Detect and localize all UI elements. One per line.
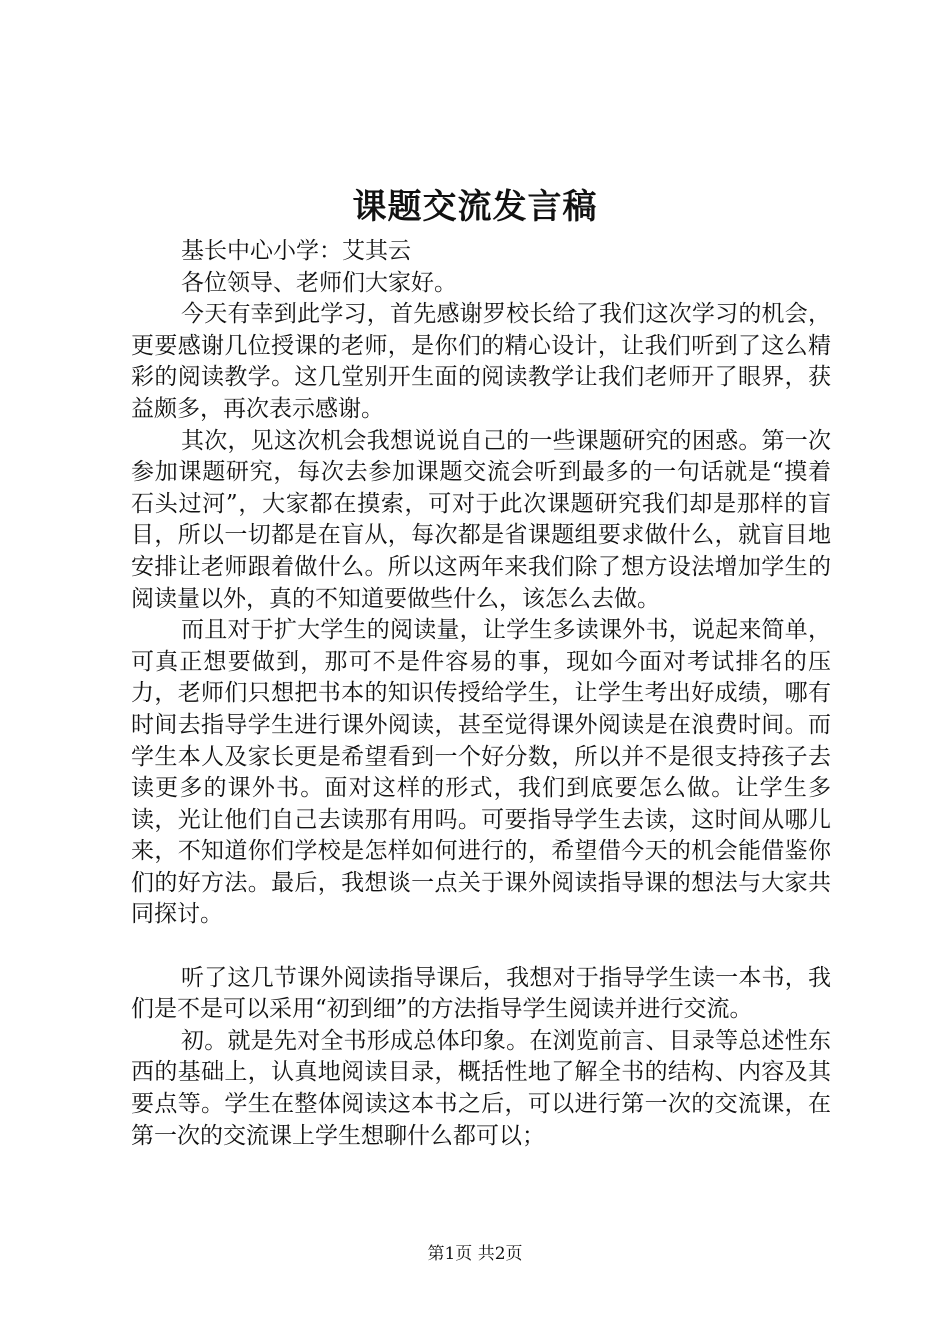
body-paragraph: 初。就是先对全书形成总体印象。在浏览前言、目录等总述性东西的基础上，认真地阅读目录，概括性地了解全书的结构、内容及其要点等。学生在整体阅读这本书之后，可以进行第一次的交流课，在第一次的交流课上学生想聊什么都可以； [131, 1027, 831, 1149]
greeting-paragraph: 各位领导、老师们大家好。 [181, 269, 457, 296]
page-number-footer: 第1页 共2页 [427, 1244, 523, 1264]
body-paragraph: 今天有幸到此学习，首先感谢罗校长给了我们这次学习的机会，更要感谢几位授课的老师，是你们的精心设计，让我们听到了这么精彩的阅读教学。这几堂别开生面的阅读教学让我们老师开了眼界，获益颇多，再次表示感谢。 [131, 301, 831, 422]
body-paragraph: 其次，见这次机会我想说说自己的一些课题研究的困惑。第一次参加课题研究，每次去参加课题交流会听到最多的一句话就是“摸着石头过河”，大家都在摸索，可对于此次课题研究我们却是那样的盲目，所以一切都是在盲从，每次都是省课题组要求做什么，就盲目地安排让老师跟着做什么。所以这两年来我们除了想方设法增加学生的阅读量以外，真的不知道要做些什么，该怎么去做。 [131, 427, 831, 612]
body-paragraph: 而且对于扩大学生的阅读量，让学生多读课外书，说起来简单，可真正想要做到，那可不是件容易的事，现如今面对考试排名的压力，老师们只想把书本的知识传授给学生，让学生考出好成绩，哪有时间去指导学生进行课外阅读，甚至觉得课外阅读是在浪费时间。而学生本人及家长更是希望看到一个好分数，所以并不是很支持孩子去读更多的课外书。面对这样的形式，我们到底要怎么做。让学生多读，光让他们自己去读那有用吗。可要指导学生去读，这时间从哪儿来，不知道你们学校是怎样如何进行的，希望借今天的机会能借鉴你们的好方法。最后，我想谈一点关于课外阅读指导课的想法与大家共同探讨。 [131, 617, 831, 928]
body-paragraph: 听了这几节课外阅读指导课后，我想对于指导学生读一本书，我们是不是可以采用“初到细”的方法指导学生阅读并进行交流。 [131, 964, 831, 1023]
document-body [131, 236, 831, 1152]
author-line: 基长中心小学：艾其云 [181, 238, 411, 264]
document-title: 课题交流发言稿 [352, 187, 598, 227]
paragraph-spacer [131, 931, 831, 963]
